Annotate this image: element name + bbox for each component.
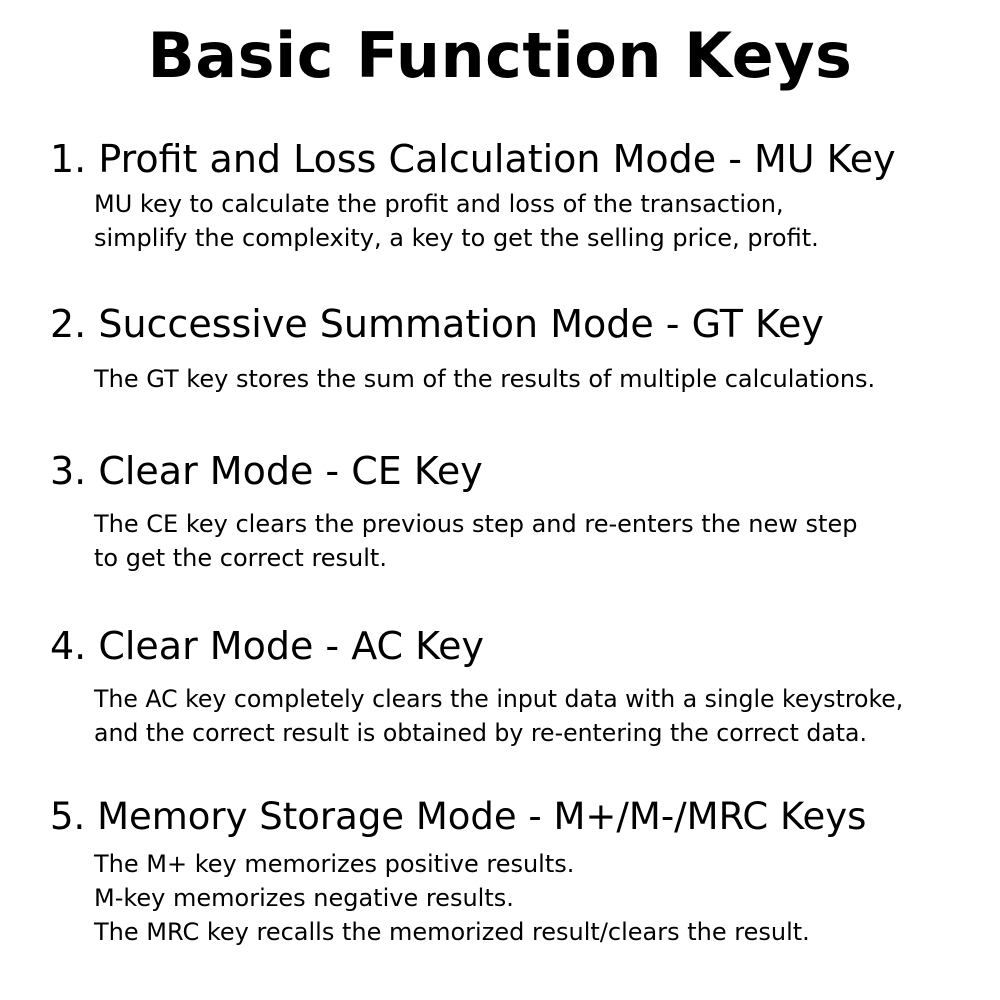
section-mu-key [50, 135, 980, 255]
section-heading: 2. Successive Summation Mode - GT Key [50, 302, 824, 346]
section-description [50, 187, 980, 255]
section-heading: 5. Memory Storage Mode - M+/M-/MRC Keys [50, 795, 867, 838]
section-description [50, 362, 980, 396]
section-description [50, 682, 980, 750]
description-line: MU key to calculate the profit and loss of the transaction, [94, 190, 784, 218]
section-description [50, 507, 980, 575]
description-line: The CE key clears the previous step and re-enters the new step [94, 510, 858, 538]
section-ce-key [50, 447, 980, 575]
description-line: to get the correct result. [94, 544, 387, 572]
section-heading: 4. Clear Mode - AC Key [50, 624, 485, 668]
description-line: The MRC key recalls the memorized result/clears the result. [94, 918, 810, 946]
section-ac-key [50, 622, 980, 750]
description-line: The AC key completely clears the input data with a single keystroke, [94, 685, 904, 713]
description-line: M-key memorizes negative results. [94, 884, 514, 912]
description-line: The GT key stores the sum of the results of multiple calculations. [94, 365, 876, 393]
description-line: and the correct result is obtained by re-entering the correct data. [94, 719, 867, 747]
description-line: The M+ key memorizes positive results. [94, 850, 575, 878]
section-heading: 1. Profit and Loss Calculation Mode - MU Key [50, 137, 896, 181]
section-heading: 3. Clear Mode - CE Key [50, 449, 483, 493]
page-title: Basic Function Keys [147, 19, 853, 92]
section-memory-keys [50, 793, 980, 949]
section-description [50, 847, 980, 949]
description-line: simplify the complexity, a key to get the selling price, profit. [94, 224, 819, 252]
section-gt-key [50, 300, 980, 396]
